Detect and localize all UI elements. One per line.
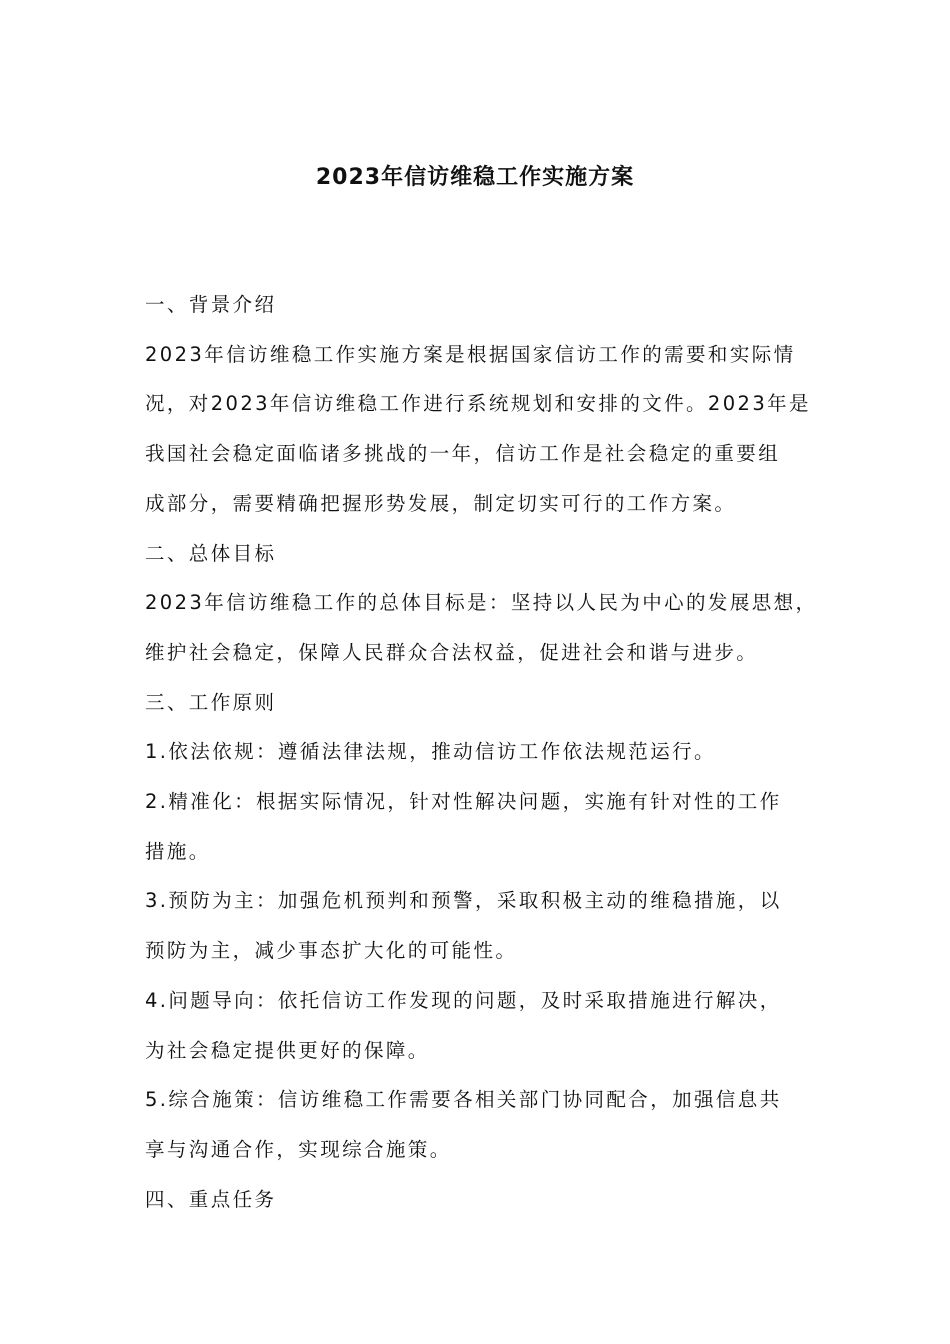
text-line: 预防为主，减少事态扩大化的可能性。 bbox=[145, 939, 518, 963]
text-line: 3.预防为主：加强危机预判和预警，采取积极主动的维稳措施，以 bbox=[145, 889, 782, 913]
text-line: 为社会稳定提供更好的保障。 bbox=[145, 1038, 430, 1062]
list-item bbox=[145, 727, 835, 777]
section-heading bbox=[145, 678, 835, 728]
text-line: 4.问题导向：依托信访工作发现的问题，及时采取措施进行解决， bbox=[145, 988, 782, 1012]
list-item bbox=[145, 876, 835, 975]
text-line: 我国社会稳定面临诸多挑战的一年，信访工作是社会稳定的重要组 bbox=[145, 442, 781, 466]
text-line: 享与沟通合作，实现综合施策。 bbox=[145, 1137, 452, 1161]
text-line: 三、工作原则 bbox=[145, 690, 277, 714]
text-line: 维护社会稳定，保障人民群众合法权益，促进社会和谐与进步。 bbox=[145, 640, 759, 664]
document-title: 2023年信访维稳工作实施方案 bbox=[315, 165, 635, 190]
section-heading bbox=[145, 529, 835, 579]
text-line: 5.综合施策：信访维稳工作需要各相关部门协同配合，加强信息共 bbox=[145, 1088, 782, 1112]
text-line: 一、背景介绍 bbox=[145, 293, 277, 316]
document-body bbox=[145, 280, 835, 1224]
text-line: 成部分，需要精确把握形势发展，制定切实可行的工作方案。 bbox=[145, 491, 737, 515]
text-line: 措施。 bbox=[145, 839, 211, 863]
text-line: 四、重点任务 bbox=[145, 1187, 277, 1211]
section-heading bbox=[145, 1175, 835, 1225]
text-line: 2.精准化：根据实际情况，针对性解决问题，实施有针对性的工作 bbox=[145, 790, 782, 814]
list-item bbox=[145, 1075, 835, 1174]
paragraph bbox=[145, 330, 835, 529]
text-line: 二、总体目标 bbox=[145, 541, 277, 565]
section-heading bbox=[145, 280, 835, 330]
list-item bbox=[145, 976, 835, 1075]
list-item bbox=[145, 777, 835, 876]
text-line: 2023年信访维稳工作实施方案是根据国家信访工作的需要和实际情 bbox=[145, 342, 796, 366]
text-line: 况，对2023年信访维稳工作进行系统规划和安排的文件。2023年是 bbox=[145, 392, 811, 416]
paragraph bbox=[145, 578, 835, 677]
text-line: 1.依法依规：遵循法律法规，推动信访工作依法规范运行。 bbox=[145, 740, 716, 764]
text-line: 2023年信访维稳工作的总体目标是：坚持以人民为中心的发展思想， bbox=[145, 591, 818, 615]
